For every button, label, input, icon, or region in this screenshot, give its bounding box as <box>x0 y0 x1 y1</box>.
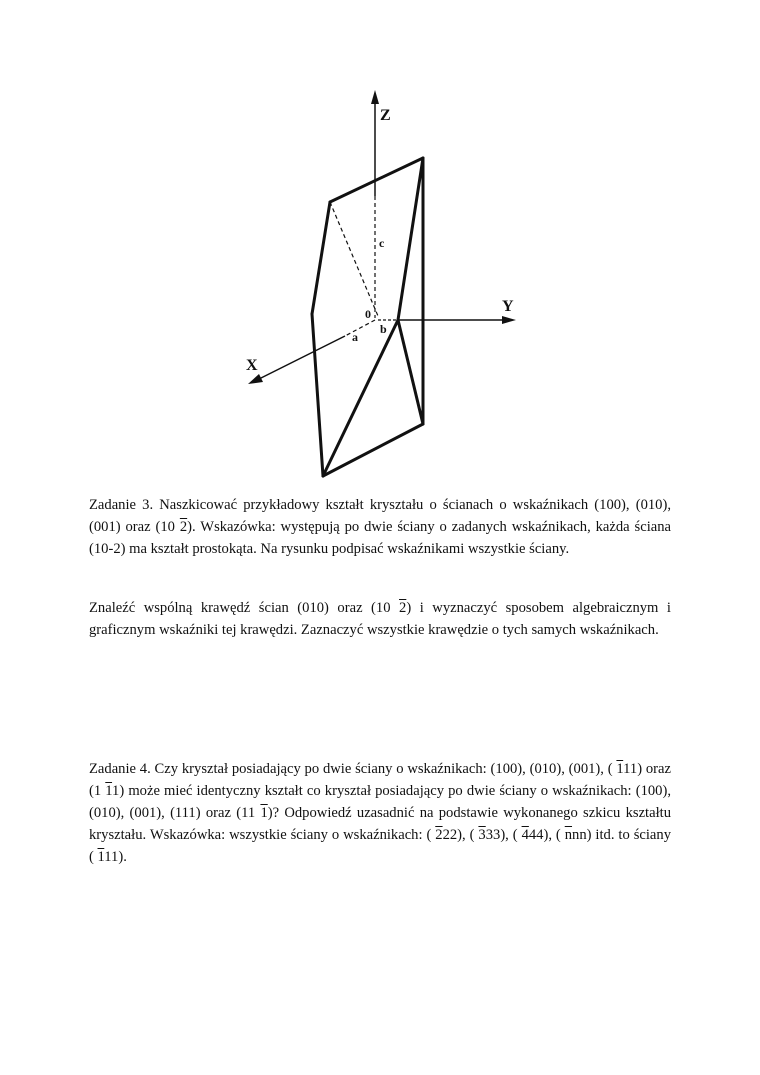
crystal-edge-bottom <box>323 424 423 476</box>
z-arrowhead <box>371 90 379 104</box>
x-axis <box>255 336 345 381</box>
crystal-edge-front-diag-bottom <box>398 320 423 424</box>
crystal-edge-left-lower <box>312 314 323 476</box>
crystal-edge-left-upper <box>312 202 330 314</box>
label-origin: 0 <box>365 307 371 321</box>
crystal-edge-top <box>330 158 423 202</box>
x-axis-hidden-dashed <box>345 320 375 336</box>
label-b: b <box>380 322 387 336</box>
back-edge-dashed <box>330 202 378 316</box>
task4-paragraph: Zadanie 4. Czy kryształ posiadający po dwie ściany o wskaźnikach: (100), (010), (001), ( 111) oraz (1 11) może mieć identyczny kształt co kryształ posiadający po dwie ściany o wskaźnikach: (100), (010), (001), (111) oraz (11 1)? Odpowiedź uzasadnić na podstawie wykonanego szkicu kształtu kryształu. Wskazówka: wszystkie ściany o wskaźnikach: ( 222), ( 333), ( 444), ( $\overline{n}nn$) itd. to ściany ( 111). <box>89 761 672 865</box>
label-c: c <box>379 236 385 250</box>
crystal-edge-front-diag-up <box>323 320 398 476</box>
axis-label-x: X <box>246 357 258 374</box>
axis-label-z: Z <box>380 107 391 124</box>
x-arrowhead <box>248 374 263 384</box>
axis-label-y: Y <box>502 298 514 315</box>
crystal-edge-front-diag-top <box>398 158 423 320</box>
label-a: a <box>352 330 358 344</box>
crystal-figure <box>0 0 760 500</box>
y-arrowhead <box>502 316 516 324</box>
task3-paragraph-1: Zadanie 3. Naszkicować przykładowy kształt kryształu o ścianach o wskaźnikach (100), (010), (001) oraz (10 2). Wskazówka: występują po dwie ściany o zadanych wskaźnikach, każda ściana (10-2) ma kształt prostokąta. Na rysunku podpisać wskaźnikami wszystkie ściany. <box>89 497 672 557</box>
task3-paragraph-2: Znaleźć wspólną krawędź ścian (010) oraz (10 2) i wyznaczyć sposobem algebraicznym i graficznym wskaźniki tej krawędzi. Zaznaczyć wszystkie krawędzie o tych samych wskaźnikach. <box>89 600 671 638</box>
